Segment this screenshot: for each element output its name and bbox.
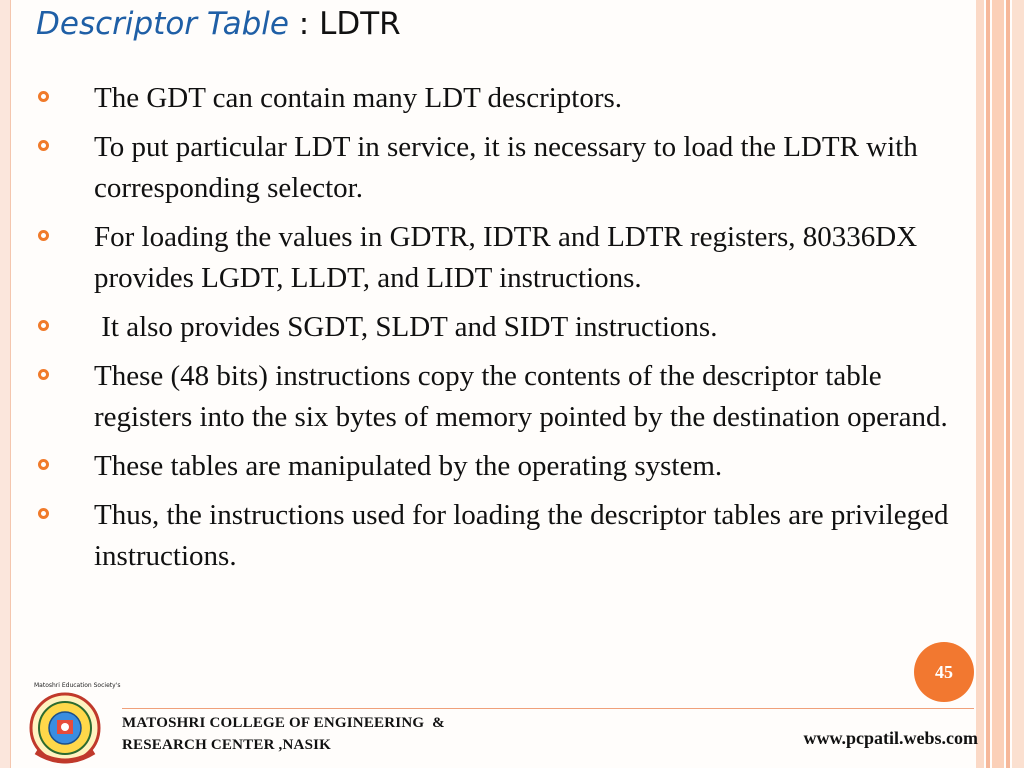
right-decorative-stripes	[976, 0, 1024, 768]
bullet-text: The GDT can contain many LDT descriptors.	[94, 82, 623, 114]
bullet-circle-icon	[38, 320, 49, 331]
bullet-text: Thus, the instructions used for loading the descriptor tables are privileged instructions.	[94, 499, 949, 572]
bullet-text: To put particular LDT in service, it is necessary to load the LDTR with corresponding selector.	[94, 131, 918, 204]
footer-divider	[122, 708, 974, 709]
slide-title	[36, 6, 401, 42]
bullet-text: For loading the values in GDTR, IDTR and LDTR registers, 80336DX provides LGDT, LLDT, and LIDT instructions.	[94, 221, 918, 294]
bullet-circle-icon	[38, 140, 49, 151]
website-link[interactable]: www.pcpatil.webs.com	[803, 728, 978, 748]
slide-title-suffix: : LDTR	[288, 6, 401, 42]
bullet-item	[36, 356, 966, 438]
bullet-text: It also provides SGDT, SLDT and SIDT instructions.	[94, 311, 718, 343]
college-logo	[26, 682, 121, 766]
bullet-circle-icon	[38, 459, 49, 470]
bullet-text: These (48 bits) instructions copy the contents of the descriptor table registers into the six bytes of memory pointed by the destination operand.	[94, 360, 948, 433]
bullet-item	[36, 78, 966, 119]
bullet-circle-icon	[38, 369, 49, 380]
bullet-item	[36, 495, 966, 577]
page-number-badge	[914, 642, 974, 702]
bullet-item	[36, 446, 966, 487]
bullet-item	[36, 307, 966, 348]
college-name-line1: MATOSHRI COLLEGE OF ENGINEERING &	[122, 715, 445, 731]
bullet-circle-icon	[38, 230, 49, 241]
left-border	[0, 0, 11, 768]
college-name-line2: RESEARCH CENTER ,NASIK	[122, 737, 332, 753]
page-number: 45	[935, 661, 953, 682]
bullet-circle-icon	[38, 508, 49, 519]
slide-title-main: Descriptor Table	[36, 6, 289, 42]
bullet-item	[36, 217, 966, 299]
bullet-item	[36, 127, 966, 209]
college-seal-icon	[26, 682, 104, 766]
bullet-list	[36, 78, 966, 585]
logo-top-text: Matoshri Education Society's	[34, 682, 121, 689]
college-name	[122, 712, 445, 756]
bullet-circle-icon	[38, 91, 49, 102]
bullet-text: These tables are manipulated by the operating system.	[94, 450, 723, 482]
